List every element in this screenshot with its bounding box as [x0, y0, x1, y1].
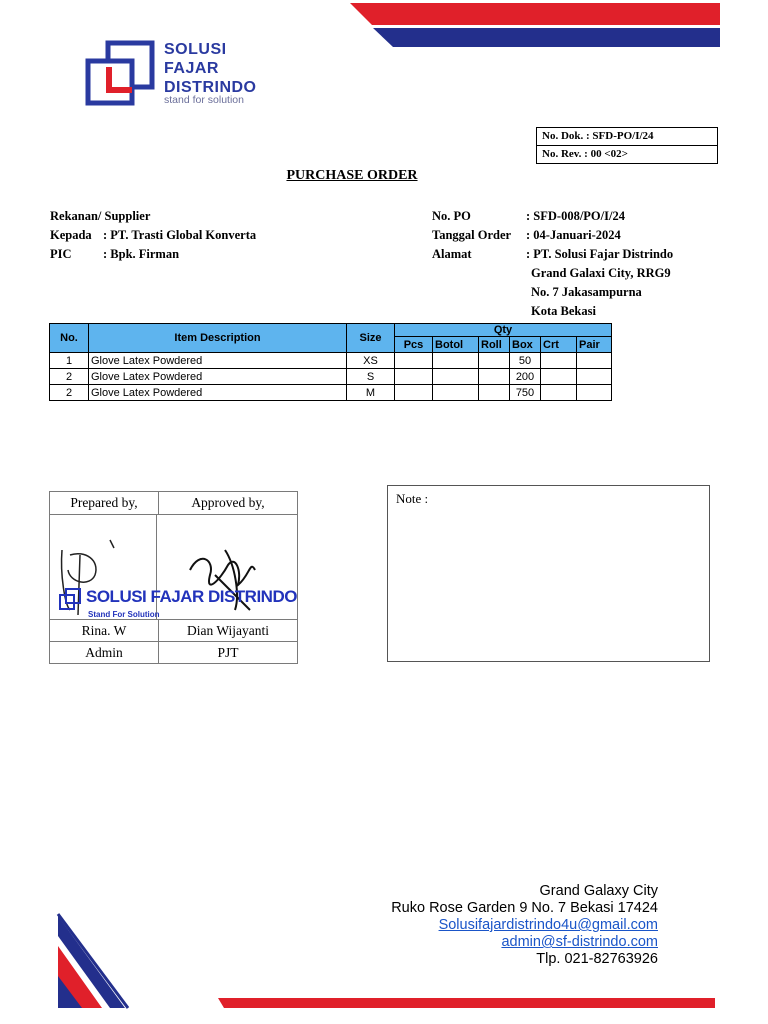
kepada-value: : PT. Trasti Global Konverta	[103, 228, 257, 242]
table-row: 2 Glove Latex Powdered S 200	[50, 369, 612, 385]
contact-block	[391, 883, 658, 968]
note-box	[387, 485, 710, 662]
signature-area	[50, 515, 298, 620]
items-table	[49, 323, 612, 401]
supplier-heading: Rekanan/ Supplier	[50, 209, 151, 223]
company-logo-icon	[84, 40, 160, 106]
approved-by-label: Approved by,	[159, 492, 298, 515]
phone-number: Tlp. 021-82763926	[536, 951, 658, 967]
company-stamp: SOLUSI FAJAR DISTRINDO	[86, 587, 297, 606]
address-line1: Grand Galaxy City	[539, 883, 658, 899]
col-size-header: Size	[347, 324, 395, 353]
table-row: 1 Glove Latex Powdered XS 50	[50, 353, 612, 369]
prepared-name: Rina. W	[50, 620, 159, 642]
company-name: SOLUSI FAJAR DISTRINDO	[164, 41, 257, 96]
email-link-2[interactable]: admin@sf-distrindo.com	[501, 934, 658, 950]
pic-value: : Bpk. Firman	[103, 247, 180, 261]
note-label: Note :	[396, 491, 429, 506]
doc-number: No. Dok. : SFD-PO/I/24	[537, 128, 717, 146]
col-crt-header: Crt	[541, 337, 577, 353]
po-value: : SFD-008/PO/I/24	[526, 209, 625, 223]
table-row: 2 Glove Latex Powdered M 750	[50, 385, 612, 401]
pic-label: PIC	[50, 247, 72, 261]
kepada-label: Kepada	[50, 228, 92, 242]
col-pcs-header: Pcs	[395, 337, 433, 353]
company-tagline: stand for solution	[164, 94, 244, 106]
address-line2: Ruko Rose Garden 9 No. 7 Bekasi 17424	[391, 900, 658, 916]
prepared-role: Admin	[50, 642, 159, 664]
po-label: No. PO	[432, 209, 471, 223]
tanggal-value: : 04-Januari-2024	[526, 228, 621, 242]
approved-role: PJT	[159, 642, 298, 664]
col-box-header: Box	[510, 337, 541, 353]
approved-name: Dian Wijayanti	[159, 620, 298, 642]
col-roll-header: Roll	[479, 337, 510, 353]
email-link-1[interactable]: Solusifajardistrindo4u@gmail.com	[438, 917, 658, 933]
col-desc-header: Item Description	[89, 324, 347, 353]
prepared-by-label: Prepared by,	[50, 492, 159, 515]
revision-number: No. Rev. : 00 <02>	[542, 148, 628, 160]
tanggal-label: Tanggal Order	[432, 228, 512, 242]
alamat-value: : PT. Solusi Fajar Distrindo Grand Galaxi City, RRG9 No. 7 Jakasampurna Kota Bekasi	[526, 247, 674, 318]
stamp-subtext: Stand For Solution	[88, 610, 160, 619]
page-title: PURCHASE ORDER	[286, 168, 418, 183]
col-qty-header: Qty	[395, 324, 612, 337]
col-botol-header: Botol	[433, 337, 479, 353]
signature-table	[49, 491, 298, 664]
col-pair-header: Pair	[577, 337, 612, 353]
alamat-label: Alamat	[432, 247, 472, 261]
stamp-logo-icon	[58, 587, 84, 611]
col-no-header: No.	[50, 324, 89, 353]
document-info-box	[536, 127, 718, 164]
